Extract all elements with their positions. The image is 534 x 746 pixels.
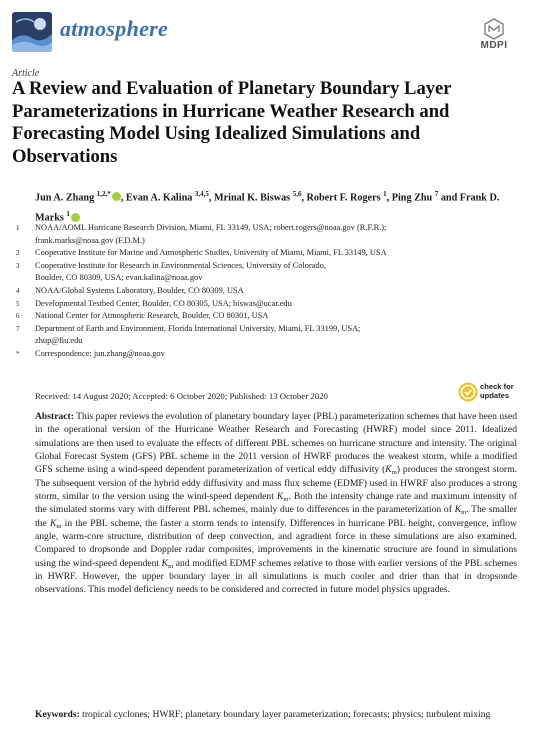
keywords (35, 708, 517, 721)
affiliation-text: Cooperative Institute for Research in Environmental Sciences, University of Colorado, (35, 260, 326, 270)
affiliation-text: NOAA/AOML Hurricane Research Division, Miami, FL 33149, USA; robert.rogers@noaa.gov (R.F.R.); (35, 223, 387, 232)
keywords-label: Keywords: (35, 709, 80, 720)
publisher-name: MDPI (480, 40, 508, 51)
eddy-diffusivity-symbol: $K_m$ (49, 517, 62, 530)
affiliation-text: Correspondence: jun.zhang@noaa.gov (35, 348, 165, 358)
affiliation-item (16, 323, 516, 336)
affiliation-item (16, 222, 516, 235)
author-affiliation-marker: 1,2,* (96, 190, 111, 198)
abstract-label: Abstract: (35, 411, 74, 422)
eddy-diffusivity-symbol: $K_m$ (161, 557, 174, 570)
affiliation-number: 1 (16, 224, 20, 232)
affiliation-item (16, 235, 516, 248)
affiliation-number: 4 (16, 286, 20, 295)
eddy-diffusivity-symbol: $K_m$ (276, 491, 289, 504)
eddy-diffusivity-symbol: $K_m$ (454, 504, 467, 517)
affiliation-item (16, 260, 516, 273)
affiliation-item (16, 335, 516, 348)
author-name[interactable]: Ping Zhu (391, 192, 435, 204)
check-for-updates-button[interactable] (458, 381, 518, 403)
check-label-line-1: check for (480, 382, 514, 391)
journal-name[interactable]: atmosphere (60, 16, 169, 41)
affiliation-number: 2 (16, 249, 20, 258)
affiliation-number: 6 (16, 312, 20, 321)
affiliation-item (16, 348, 516, 361)
article-title: A Review and Evaluation of Planetary Boundary Layer Parameterizations in Hurricane Weather Research and Forecasting Model Using Idealized Simulations and Observations (12, 78, 452, 167)
affiliation-text: NOAA/Global Systems Laboratory, Boulder, CO 80309, USA (35, 285, 244, 295)
orcid-icon[interactable] (112, 192, 121, 201)
keywords-text: tropical cyclones; HWRF; planetary boundary layer parameterization; forecasts; physics; turbulent mixing (82, 709, 491, 720)
author-affiliation-marker: 1 (66, 210, 70, 219)
author-separator: , (208, 192, 214, 204)
affiliation-item (16, 310, 516, 323)
affiliation-text: frank.marks@noaa.gov (F.D.M.) (35, 235, 145, 245)
author-separator: and (438, 192, 460, 204)
affiliation-item (16, 272, 516, 285)
affiliation-list (16, 222, 516, 361)
affiliation-number: 7 (16, 324, 20, 333)
affiliation-text: National Center for Atmospheric Research, Boulder, CO 80301, USA (35, 311, 269, 321)
author-name[interactable]: Frank D. Marks (35, 192, 500, 224)
check-label-line-2: updates (480, 390, 510, 400)
author-separator: , (120, 192, 126, 204)
author-name[interactable]: Robert F. Rogers (306, 192, 384, 204)
mdpi-logo-icon (466, 18, 522, 40)
eddy-diffusivity-symbol: $K_m$ (385, 464, 397, 477)
affiliation-item (16, 298, 516, 311)
journal-logo-icon[interactable] (12, 12, 52, 52)
author-name[interactable]: Jun A. Zhang (35, 192, 97, 204)
affiliation-text: Cooperative Institute for Marine and Atmospheric Studies, University of Miami, Miami, FL 33149, USA (35, 248, 387, 258)
article-type: Article (12, 68, 40, 79)
affiliation-text: Developmental Testbed Center, Boulder, CO 80305, USA; biswas@ucar.edu (35, 298, 292, 308)
affiliation-number (16, 272, 35, 285)
author-affiliation-marker: 7 (434, 190, 439, 198)
author-name[interactable]: Mrinal K. Biswas (214, 192, 293, 204)
check-for-updates-label (480, 383, 514, 400)
publication-dates: Received: 14 August 2020; Accepted: 6 October 2020; Published: 13 October 2020 (35, 391, 328, 401)
affiliation-number: 5 (16, 299, 20, 308)
affiliation-number (16, 235, 35, 248)
affiliation-number: 3 (16, 261, 20, 270)
check-for-updates-icon (458, 382, 478, 402)
abstract-body: This paper reviews the evolution of planetary boundary layer (PBL) parameterization schemes that have been used in the operational version of the Hurricane Weather Research and Forecasting (HWRF) model since 2011. Idealized simulations are then used to evaluate the effects of different PBL schemes on hurricane structure and intensity. The original Global Forecast System (GFS) PBL scheme in the 2011 version of HWRF produces the weakest storm, while a modified GFS scheme using a wind-speed dependent parameterization of vertical eddy diffusivity $(K_m)$ produces the strongest storm. The subsequent version of the hybrid eddy diffusivity and mass flux scheme (EDMF) used in HWRF also produces a strong storm, similar to the version using the wind-speed dependent $K_m$. Both the intensity change rate and maximum intensity of the simulated storms vary with different PBL schemes, mainly due to differences in the parameterization of $K_m$. The smaller the $K_m$ in the PBL scheme, the faster a storm tends to intensify. Differences in hurricane PBL height, convergence, inflow angle, warm-core structure, distribution of deep convection, and agradient force in these simulations are also examined. Compared to dropsonde and Doppler radar composites, improvements in the kinematic structure are found in simulations using the wind-speed dependent $K_m$ and modified EDMF schemes relative to those with earlier versions of the PBL schemes in HWRF. However, the upper boundary layer in all simulations is much cooler and drier than that in dropsonde observations. This model deficiency needs to be considered and corrected in future model physics upgrades. (35, 411, 517, 596)
author-affiliation-marker: 1 (383, 190, 387, 198)
affiliation-text: Boulder, CO 80309, USA; evan.kalina@noaa.gov (35, 273, 203, 283)
affiliation-item (16, 247, 516, 260)
journal-header (12, 10, 522, 54)
orcid-icon[interactable] (71, 213, 80, 222)
author-name[interactable]: Evan A. Kalina (125, 192, 195, 204)
affiliation-text: zhup@fiu.edu (35, 336, 83, 346)
affiliation-number (16, 335, 35, 348)
author-separator: , (301, 192, 307, 204)
author-separator: , (386, 192, 392, 204)
author-list (35, 186, 525, 227)
publisher-logo[interactable] (466, 18, 522, 51)
affiliation-text: Department of Earth and Environment, Florida International University, Miami, FL 33199, USA; (35, 323, 361, 333)
abstract (35, 410, 517, 597)
affiliation-number: * (16, 349, 20, 358)
author-affiliation-marker: 5,6 (292, 190, 302, 198)
affiliation-item (16, 285, 516, 298)
author-affiliation-marker: 3,4,5 (194, 190, 209, 198)
